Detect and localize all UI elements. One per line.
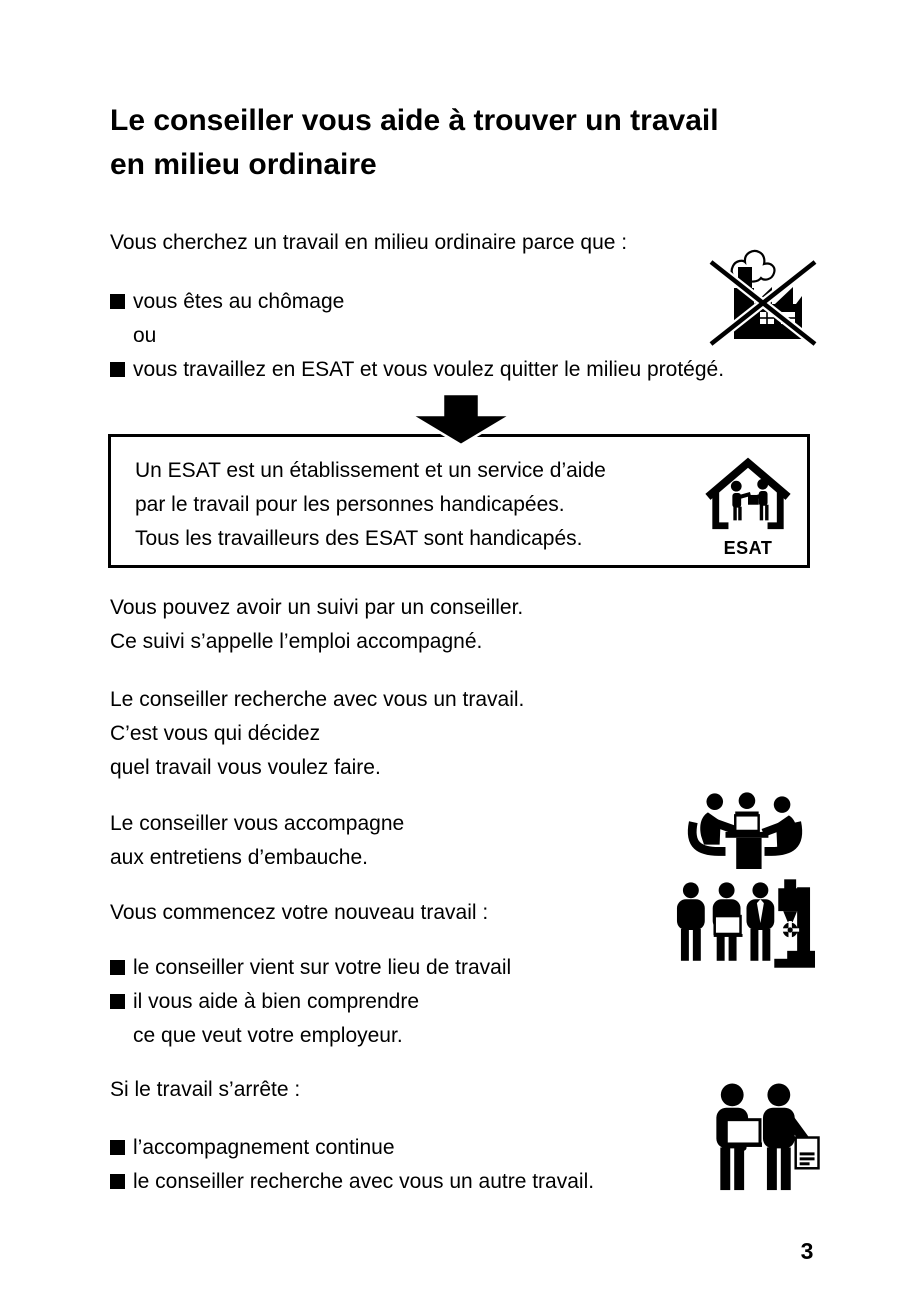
job-interview-icon (681, 789, 809, 869)
recherche-line1: Le conseiller recherche avec vous un travail. (110, 688, 525, 711)
nouveau-item-continuation: ce que veut votre employeur. (133, 1024, 403, 1047)
recherche-paragraph (110, 683, 524, 785)
bullet-square-icon (110, 994, 125, 1009)
nouveau-travail-list (110, 951, 511, 1053)
nouveau-item-text: le conseiller vient sur votre lieu de travail (133, 956, 512, 979)
arret-item (110, 1131, 594, 1165)
reason-item (110, 285, 724, 319)
esat-icon-label: ESAT (723, 538, 773, 558)
entretiens-line1: Le conseiller vous accompagne (110, 812, 405, 835)
page-number: 3 (800, 1238, 814, 1264)
page-title-line2: en milieu ordinaire (110, 148, 377, 181)
suivi-line2: Ce suivi s’appelle l’emploi accompagné. (110, 630, 483, 653)
bullet-square-icon (110, 294, 125, 309)
suivi-paragraph (110, 591, 523, 659)
counselor-support-icon (695, 1081, 823, 1200)
workplace-team-icon (672, 879, 816, 976)
suivi-line1: Vous pouvez avoir un suivi par un conseiller. (110, 596, 524, 619)
nouveau-item-text: il vous aide à bien comprendre (133, 990, 420, 1013)
reason-connector: ou (133, 324, 157, 347)
reasons-lead: Vous cherchez un travail en milieu ordinaire parce que : (110, 231, 628, 254)
esat-house-icon (705, 456, 791, 565)
entretiens-line2: aux entretiens d’embauche. (110, 846, 368, 869)
esat-box-line3: Tous les travailleurs des ESAT sont handicapés. (135, 527, 583, 550)
arret-list (110, 1131, 594, 1199)
bullet-square-icon (110, 1140, 125, 1155)
arret-item (110, 1165, 594, 1199)
page-title (110, 99, 830, 187)
esat-box-line2: par le travail pour les personnes handicapées. (135, 493, 565, 516)
arret-item-text: le conseiller recherche avec vous un autre travail. (133, 1170, 595, 1193)
arret-lead: Si le travail s’arrête : (110, 1078, 301, 1101)
page-title-line1: Le conseiller vous aide à trouver un travail (110, 104, 719, 137)
bullet-square-icon (110, 362, 125, 377)
reason-item (110, 353, 724, 387)
recherche-line2: C’est vous qui décidez (110, 722, 321, 745)
reasons-list (110, 285, 724, 387)
recherche-line3: quel travail vous voulez faire. (110, 756, 381, 779)
bullet-square-icon (110, 960, 125, 975)
esat-box-line1: Un ESAT est un établissement et un service d’aide (135, 459, 606, 482)
arret-item-text: l’accompagnement continue (133, 1136, 395, 1159)
entretiens-paragraph (110, 807, 404, 875)
bullet-square-icon (110, 1174, 125, 1189)
reason-item-text: vous êtes au chômage (133, 290, 345, 313)
nouveau-item (110, 985, 511, 1019)
nouveau-travail-lead: Vous commencez votre nouveau travail : (110, 901, 489, 924)
down-arrow-icon (410, 393, 512, 447)
nouveau-item (110, 951, 511, 985)
reason-item-text: vous travaillez en ESAT et vous voulez quitter le milieu protégé. (133, 358, 725, 381)
esat-info-box (108, 434, 810, 568)
